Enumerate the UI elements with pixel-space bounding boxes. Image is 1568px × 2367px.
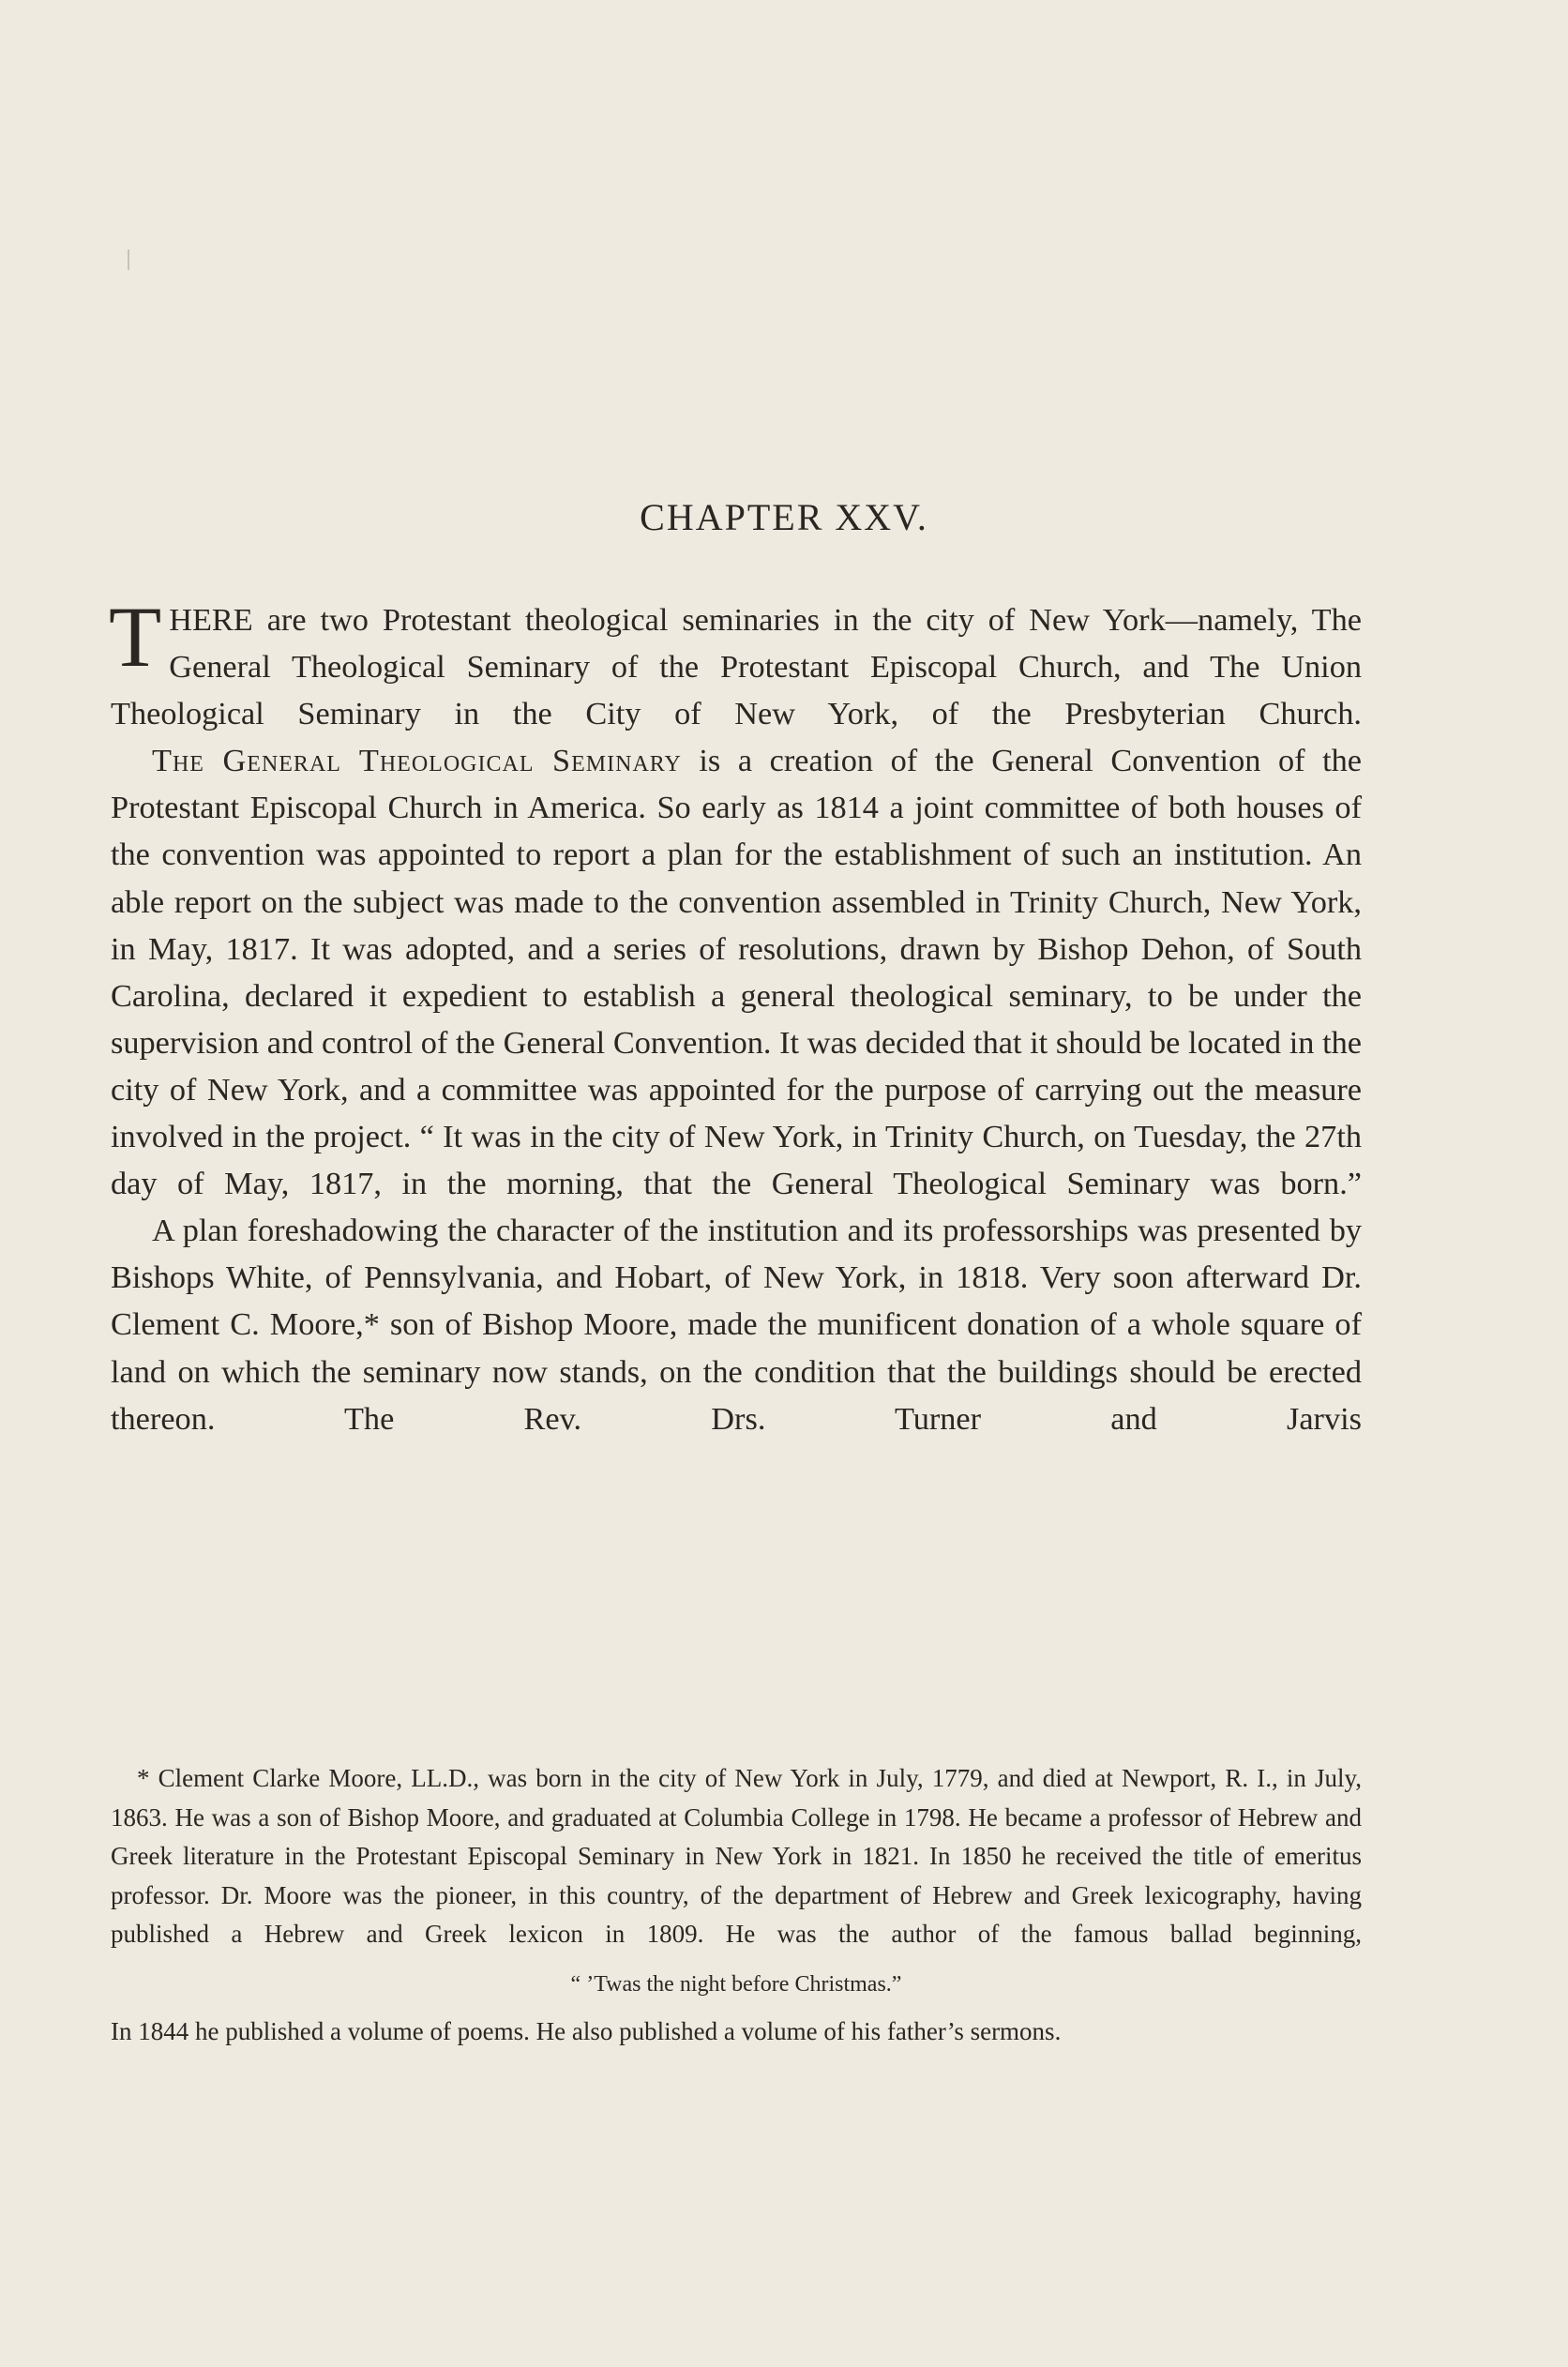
paragraph-3 bbox=[111, 1207, 1362, 1441]
paragraph-2-lead: The General Theological Seminary bbox=[152, 743, 682, 779]
page-speck bbox=[128, 249, 129, 270]
paragraph-1-text: HERE are two Protestant theological seminaries in the city of New York—namely, The General Theological Seminary of the Protestant Episcopal Church, and The Union Theological Seminary in the City of New York, of the Presbyterian Church. bbox=[111, 602, 1362, 732]
footnote-text: * Clement Clarke Moore, LL.D., was born in the city of New York in July, 1779, and died at Newport, R. I., in July, 1863. He was a son of Bishop Moore, and graduated at Columbia College in 1798. He became a professor of Hebrew and Greek literature in the Protestant Episcopal Seminary in New York in 1821. In 1850 he received the title of emeritus professor. Dr. Moore was the pioneer, in this country, of the department of Hebrew and Greek lexicography, having published a Hebrew and Greek lexicon in 1809. He was the author of the famous ballad beginning, bbox=[111, 1764, 1362, 1948]
body-text bbox=[109, 589, 1362, 1442]
drop-cap: T bbox=[109, 589, 162, 685]
paragraph-2-text: is a creation of the General Convention of the Protestant Episcopal Church in America. So early as 1814 a joint committee of both houses of the convention was appointed to report a plan for the establishment of such an institution. An able report on the subject was made to the convention assembled in Trinity Church, New York, in May, 1817. It was adopted, and a series of resolutions, drawn by Bishop Dehon, of South Carolina, declared it expedient to establish a general theological seminary, to be under the supervision and control of the General Convention. It was decided that it should be located in the city of New York, and a committee was appointed for the purpose of carrying out the measure involved in the project. “ It was in the city of New York, in Trinity Church, on Tuesday, the 27th day of May, 1817, in the morning, that the General Theological Seminary was born.” bbox=[111, 743, 1362, 1202]
footnote-quote: “ ’Twas the night before Christmas.” bbox=[570, 1971, 902, 1997]
footnote bbox=[111, 1759, 1362, 2051]
paragraph-2 bbox=[111, 737, 1362, 1207]
paragraph-3-text: A plan foreshadowing the character of the institution and its professorships was presented by Bishops White, of Pennsylvania, and Hobart, of New York, in 1818. Very soon afterward Dr. Clement C. Moore,* son of Bishop Moore, made the munificent donation of a whole square of land on which the seminary now stands, on the condition that the buildings should be erected thereon. The Rev. Drs. Turner and Jarvis bbox=[111, 1213, 1362, 1437]
footnote-closing: In 1844 he published a volume of poems. He also published a volume of his father’s sermons. bbox=[111, 2016, 1062, 2045]
chapter-heading: CHAPTER XXV. bbox=[640, 496, 928, 538]
paragraph-1 bbox=[109, 589, 1362, 737]
